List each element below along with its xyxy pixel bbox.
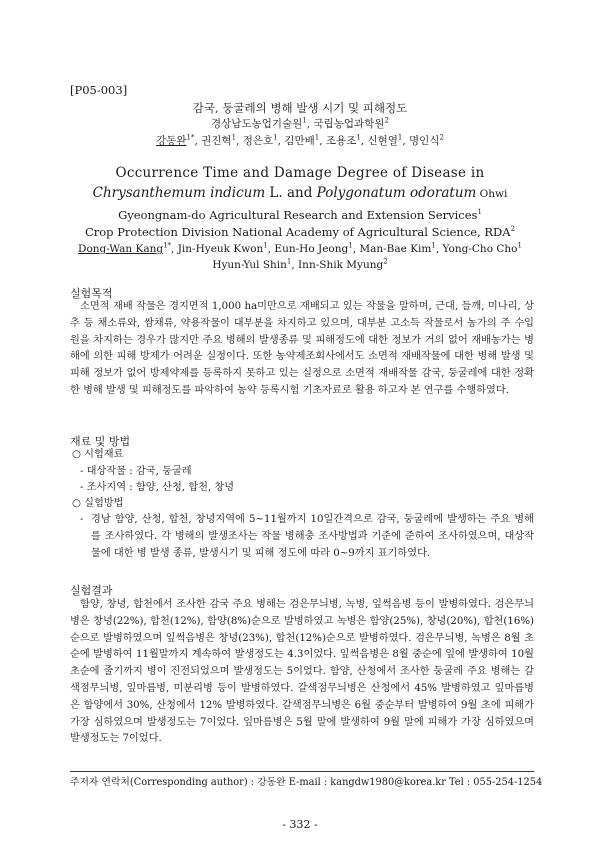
korean-author-2-mark: 1 [231, 133, 237, 142]
korean-author-6-mark: 1 [397, 133, 403, 142]
english-author-6: Hyun-Yul Shin [212, 259, 287, 271]
english-lead-author-mark: 1* [163, 241, 172, 250]
species-name-2: Polygonatum odoratum [316, 185, 477, 201]
korean-author-4: , 김만배 [277, 135, 315, 147]
methods-procedure-text: 경남 함양, 산청, 합천, 창녕지역에 5~11월까지 10일간격으로 감국, 둥굴레에 발생하는 주요 병해를 조사하였다. 각 병해의 발생조사는 작물 병해충 조사방법과 기준에 준하여 조사하였으며, 대상작물에 대한 병 발생 종류, 발생시기 및 피해 정도에 따라 0~9까지 표기하였다. [91, 514, 534, 559]
english-author-3-mark: 1 [348, 241, 353, 250]
methods-survey-regions: - 조사지역 : 함양, 산청, 합천, 창녕 [80, 482, 235, 493]
abstract-code: [P05-003] [70, 83, 128, 97]
english-affiliation-2-mark: 2 [510, 225, 516, 234]
methods-procedure-dash: - [80, 514, 84, 525]
english-title-line-2 [70, 185, 530, 201]
english-title-line-1: Occurrence Time and Damage Degree of Disease in [115, 165, 485, 181]
korean-author-3: , 정은호 [236, 135, 274, 147]
english-author-7: , Inn-Shik Myung [291, 259, 384, 271]
korean-affiliation-1-mark: 1 [302, 116, 307, 125]
english-author-4: , Man-Bae Kim [352, 243, 432, 255]
korean-authors [70, 133, 530, 148]
species-name-1: Chrysanthemum indicum [92, 185, 266, 201]
english-affiliation-2 [70, 225, 530, 239]
methods-heading: 재료 및 방법 [70, 435, 131, 448]
korean-author-7-mark: 2 [439, 133, 444, 142]
methods-item-materials: ○ 시험재료 [72, 449, 124, 460]
methods-item-procedure: ○ 실험방법 [72, 498, 124, 509]
title-connector: L. and [265, 185, 317, 201]
korean-author-5: , 조용조 [319, 135, 357, 147]
korean-affiliation-2-mark: 2 [384, 116, 389, 125]
english-authors-line-2 [70, 259, 530, 271]
english-affiliation-1-text: Gyeongnam-do Agricultural Research and Extension Services [118, 208, 478, 222]
korean-author-6: , 신현열 [360, 135, 398, 147]
english-lead-author: Dong-Wan Kang [78, 243, 164, 255]
purpose-paragraph: 소면적 재배 작물은 경지면적 1,000 ha미만으로 재배되고 있는 작물을 말하며, 근대, 들깨, 미나리, 상추 등 채소류와, 쌈채류, 약용작물이 대부분을 차지하고 있으며, 대부분 고소득 작물로서 농가의 주 수입원을 차지하는 경우가 많지만 주요 병해의 발생종류 및 피해정도에 대한 정보가 거의 없어 재배농가는 병해에 의한 피해 방제가 어려운 실정이다. 또한 농약제조회사에서도 소면적 재배작물에 대한 병해 발생 및 피해 정보가 없어 방제약제를 등록하지 못하고 있는 실정으로 소면적 재배작물 감국, 둥굴레에 대한 정확한 병해 발생 및 피해정도를 파악하여 농약 등록시험 기초자료로 활용 하고자 본 연구를 수행하였다. [70, 301, 534, 396]
english-author-2: , Jin-Hyeuk Kwon [171, 243, 264, 255]
results-heading: 실험결과 [70, 584, 113, 597]
korean-author-5-mark: 1 [356, 133, 361, 142]
korean-author-3-mark: 1 [273, 133, 278, 142]
korean-title: 감국, 둥굴레의 병해 발생 시기 및 피해정도 [192, 101, 408, 115]
purpose-heading: 실험목적 [70, 287, 113, 300]
corresponding-author: 주저자 연락처(Corresponding author) : 강동완 E-mail : kangdw1980@korea.kr Tel : 055-254-1254 [70, 777, 543, 788]
english-author-5: , Yong-Cho Cho [435, 243, 518, 255]
english-affiliation-1-mark: 1 [477, 208, 482, 217]
korean-affiliation-1: 경상남도농업기술원 [211, 118, 303, 130]
english-affiliation-1 [70, 208, 530, 222]
korean-author-4-mark: 1 [314, 133, 320, 142]
english-author-4-mark: 1 [431, 241, 436, 250]
korean-author-2: , 권진혁 [194, 135, 232, 147]
korean-affiliations: 경상남도농업기술원$^1$, 국립농업과학원$^2$ [211, 116, 389, 130]
page-number: - 332 - [282, 818, 318, 831]
english-author-3: , Eun-Ho Jeong [267, 243, 349, 255]
korean-lead-author-mark: 1* [186, 133, 195, 142]
footer-divider [70, 771, 534, 772]
english-author-5-mark: 1 [517, 241, 522, 250]
english-affiliation-2-text: Crop Protection Division National Academy of Agricultural Science, RDA [84, 225, 511, 239]
english-authors-line-1 [70, 243, 530, 255]
english-author-7-mark: 2 [383, 257, 388, 266]
methods-target-crops: - 대상작물 : 감국, 둥굴레 [80, 466, 192, 477]
korean-affiliation-2: 국립농업과학원 [313, 118, 385, 130]
species-authority: Ohwi [476, 188, 508, 200]
korean-lead-author: 강동완 [156, 135, 187, 147]
english-author-2-mark: 1 [263, 241, 268, 250]
english-author-6-mark: 1 [286, 257, 292, 266]
korean-author-7: , 명인식 [402, 135, 440, 147]
results-paragraph: 함양, 창녕, 합천에서 조사한 감국 주요 병해는 검은무늬병, 녹병, 잎썩음병 등이 발병하였다. 검은무늬병은 창녕(22%), 합천(12%), 함양(8%)순으로 발병하였고 녹병은 함양(25%), 창녕(20%), 합천(16%)순으로 발병하였으며 잎썩음병은 창녕(23%), 합천(12%)순으로 발병하였다. 검은무늬병, 녹병은 8월 초순에 발병하여 11월말까지 계속하여 발생정도는 4.3이었다. 잎썩음병은 8월 중순에 잎에 발생하여 10월 초순에 줄기까지 병이 진전되었으며 발생정도는 5이었다. 함양, 산청에서 조사한 둥굴레 주요 병해는 갈색점무늬병, 잎마름병, 미분리병 등이 발병하였다. 갈색점무늬병은 산청에서 45% 발병하였고 잎마름병은 함양에서 30%, 산청에서 12% 발병하였다. 갈색점무늬병은 6월 중순부터 발병하여 9월 초에 피해가 가장 심하였으며 발생정도는 7이었다. 잎마름병은 5월 말에 발생하여 9월 말에 피해가 가장 심하였으며 발생정도는 7이었다. [70, 599, 534, 745]
